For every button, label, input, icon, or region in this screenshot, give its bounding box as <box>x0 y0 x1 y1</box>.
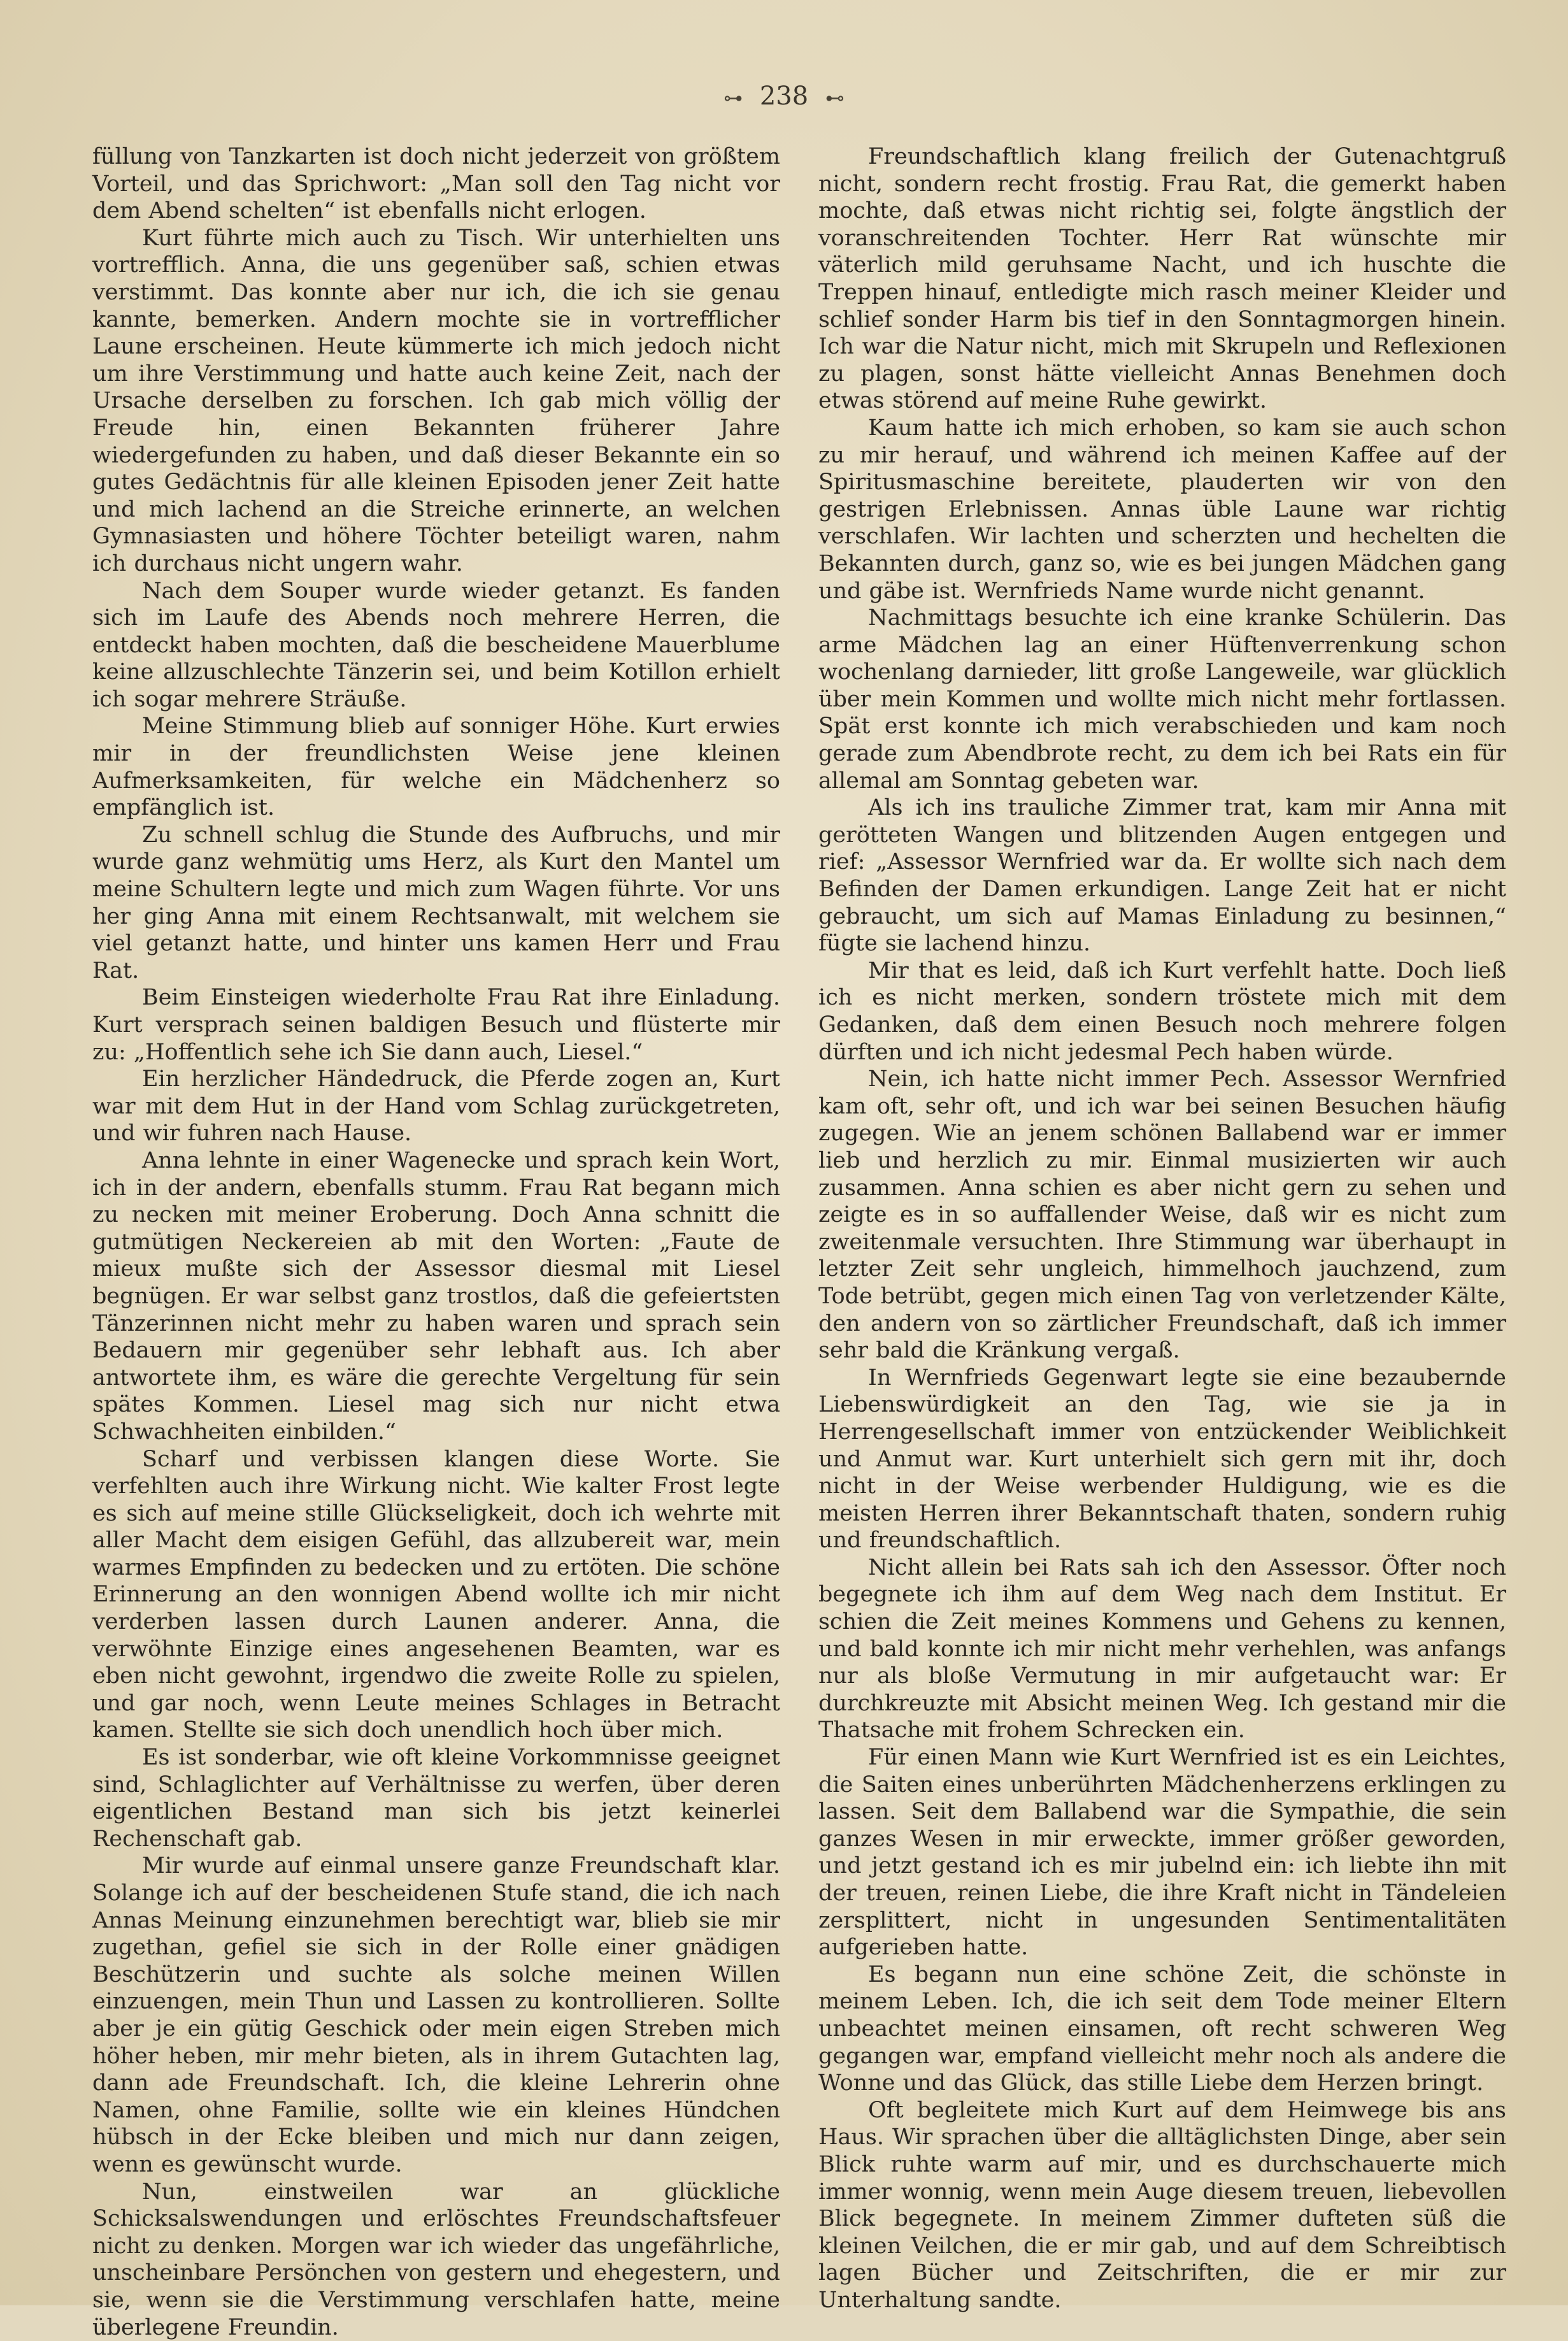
paragraph: Es ist sonderbar, wie oft kleine Vorkommnisse geeignet sind, Schlaglichter auf Verhältnisse zu werfen, über deren eigentlichen Bestand man sich bis jetzt keinerlei Rechenschaft gab. <box>92 1745 780 1852</box>
paragraph: Mir that es leid, daß ich Kurt verfehlt hatte. Doch ließ ich es nicht merken, sondern tröstete mich mit dem Gedanken, daß dem einen Besuch noch mehrere folgen dürften und ich nicht jedesmal Pech haben würde. <box>818 957 1506 1065</box>
page-header <box>0 82 1568 111</box>
paragraph: Freundschaftlich klang freilich der Gutenachtgruß nicht, sondern recht frostig. Frau Rat, die gemerkt haben mochte, daß etwas nicht richtig sei, folgte ängstlich der voranschreitenden Tochter. Herr Rat wünschte mir väterlich mild geruhsame Nacht, und ich huschte die Treppen hinauf, entledigte mich rasch meiner Kleider und schlief sonder Harm bis tief in den Sonntagmorgen hinein. Ich war die Natur nicht, mich mit Skrupeln und Reflexionen zu plagen, sonst hätte vielleicht Annas Benehmen doch etwas störend auf meine Ruhe gewirkt. <box>818 144 1506 414</box>
paragraph: Scharf und verbissen klangen diese Worte. Sie verfehlten auch ihre Wirkung nicht. Wie kalter Frost legte es sich auf meine stille Glückseligkeit, doch ich wehrte mit aller Macht dem eisigen Gefühl, das allzubereit war, mein warmes Empfinden zu bedecken und zu ertöten. Die schöne Erinnerung an den wonnigen Abend wollte ich mir nicht verderben lassen durch Launen anderer. Anna, die verwöhnte Einzige eines angesehenen Beamten, war es eben nicht gewohnt, irgendwo die zweite Rolle zu spielen, und gar noch, wenn Leute meines Schlages in Betracht kamen. Stellte sie sich doch unendlich hoch über mich. <box>92 1446 780 1743</box>
paragraph: Nicht allein bei Rats sah ich den Assessor. Öfter noch begegnete ich ihm auf dem Weg nach dem Institut. Er schien die Zeit meines Kommens und Gehens zu kennen, und bald konnte ich mir nicht mehr verhehlen, was anfangs nur als bloße Vermutung in mir aufgetaucht war: Er durchkreuzte mit Absicht meinen Weg. Ich gestand mir die Thatsache mit frohem Schrecken ein. <box>818 1554 1506 1743</box>
paragraph: füllung von Tanzkarten ist doch nicht jederzeit von größtem Vorteil, und das Sprichwort: „Man soll den Tag nicht vor dem Abend schelten“ ist ebenfalls nicht erlogen. <box>92 144 780 224</box>
paragraph: Für einen Mann wie Kurt Wernfried ist es ein Leichtes, die Saiten eines unberührten Mädchenherzens erklingen zu lassen. Seit dem Ballabend war die Sympathie, die sein ganzes Wesen in mir erweckte, immer größer geworden, und jetzt gestand ich es mir jubelnd ein: ich liebte ihn mit der treuen, reinen Liebe, die ihre Kraft nicht in Tändeleien zersplittert, nicht in ungesunden Sentimentalitäten aufgerieben hatte. <box>818 1745 1506 1961</box>
paragraph: Anna lehnte in einer Wagenecke und sprach kein Wort, ich in der andern, ebenfalls stumm. Frau Rat begann mich zu necken mit meiner Eroberung. Doch Anna schnitt die gutmütigen Neckereien ab mit den Worten: „Faute de mieux mußte sich der Assessor diesmal mit Liesel begnügen. Er war selbst ganz trostlos, daß die gefeiertsten Tänzerinnen nicht mehr zu haben waren und sprach sein Bedauern mir gegenüber sehr lebhaft aus. Ich aber antwortete ihm, es wäre die gerechte Vergeltung für sein spätes Kommen. Liesel mag sich nur nicht etwa Schwachheiten einbilden.“ <box>92 1147 780 1445</box>
paragraph: Beim Einsteigen wiederholte Frau Rat ihre Einladung. Kurt versprach seinen baldigen Besuch und flüsterte mir zu: „Hoffentlich sehe ich Sie dann auch, Liesel.“ <box>92 985 780 1065</box>
paragraph: Mir wurde auf einmal unsere ganze Freundschaft klar. Solange ich auf der bescheidenen Stufe stand, die ich nach Annas Meinung einzunehmen berechtigt war, blieb sie mir zugethan, gefiel sie sich in der Rolle einer gnädigen Beschützerin und suchte als solche meinen Willen einzuengen, mein Thun und Lassen zu kontrollieren. Sollte aber je ein gütig Geschick oder mein eigen Streben mich höher heben, mir mehr bieten, als in ihrem Gutachten lag, dann ade Freundschaft. Ich, die kleine Lehrerin ohne Namen, ohne Familie, sollte wie ein kleines Hündchen hübsch in der Ecke bleiben und mich nur dann zeigen, wenn es gewünscht wurde. <box>92 1853 780 2177</box>
paragraph: Nach dem Souper wurde wieder getanzt. Es fanden sich im Laufe des Abends noch mehrere Herren, die entdeckt haben mochten, daß die bescheidene Mauerblume keine allzuschlechte Tänzerin sei, und beim Kotillon erhielt ich sogar mehrere Sträuße. <box>92 578 780 712</box>
paragraph: Ein herzlicher Händedruck, die Pferde zogen an, Kurt war mit dem Hut in der Hand vom Schlag zurückgetreten, und wir fuhren nach Hause. <box>92 1066 780 1147</box>
paragraph: Kaum hatte ich mich erhoben, so kam sie auch schon zu mir herauf, und während ich meinen Kaffee auf der Spiritusmaschine bereitete, plauderten wir von den gestrigen Erlebnissen. Annas üble Laune war richtig verschlafen. Wir lachten und scherzten und hechelten die Bekannten durch, ganz so, wie es bei jungen Mädchen gang und gäbe ist. Wernfrieds Name wurde nicht genannt. <box>818 415 1506 604</box>
paragraph: Nachmittags besuchte ich eine kranke Schülerin. Das arme Mädchen lag an einer Hüftenverrenkung schon wochenlang darnieder, litt große Langeweile, war glücklich über mein Kommen und wollte mich nicht mehr fortlassen. Spät erst konnte ich mich verabschieden und kam noch gerade zum Abendbrote recht, zu dem ich bei Rats ein für allemal am Sonntag gebeten war. <box>818 605 1506 794</box>
paragraph: Nein, ich hatte nicht immer Pech. Assessor Wernfried kam oft, sehr oft, und ich war bei seinen Besuchen häufig zugegen. Wie an jenem schönen Ballabend war er immer lieb und herzlich zu mir. Einmal musizierten wir auch zusammen. Anna schien es aber nicht gern zu sehen und zeigte es in so auffallender Weise, daß wir es nicht zum zweitenmale versuchten. Ihre Stimmung war überhaupt in letzter Zeit sehr ungleich, himmelhoch jauchzend, zum Tode betrübt, gegen mich einen Tag von verletzender Kälte, den andern von so zärtlicher Freundschaft, daß ich immer sehr bald die Kränkung vergaß. <box>818 1066 1506 1364</box>
paragraph: Es begann nun eine schöne Zeit, die schönste in meinem Leben. Ich, die ich seit dem Tode meiner Eltern unbeachtet meinen einsamen, oft recht schweren Weg gegangen war, empfand vielleicht mehr noch als andere die Wonne und das Glück, das stille Liebe dem Herzen bringt. <box>818 1961 1506 2096</box>
paragraph: In Wernfrieds Gegenwart legte sie eine bezaubernde Liebenswürdigkeit an den Tag, wie sie ja in Herrengesellschaft immer von entzückender Weiblichkeit und Anmut war. Kurt unterhielt sich gern mit ihr, doch nicht in der Weise werbender Huldigung, wie es die meisten Herren ihrer Bekanntschaft thaten, sondern ruhig und freundschaftlich. <box>818 1364 1506 1554</box>
ornament-left-icon: ⊶ <box>723 87 743 110</box>
paragraph: Zu schnell schlug die Stunde des Aufbruchs, und mir wurde ganz wehmütig ums Herz, als Kurt den Mantel um meine Schultern legte und mich zum Wagen führte. Vor uns her ging Anna mit einem Rechtsanwalt, mit welchem sie viel getanzt hatte, und hinter uns kamen Herr und Frau Rat. <box>92 822 780 984</box>
paragraph: Nun, einstweilen war an glückliche Schicksalswendungen und erlöschtes Freundschaftsfeuer nicht zu denken. Morgen war ich wieder das ungefährliche, unscheinbare Persönchen von gestern und ehegestern, und sie, wenn sie die Verstimmung verschlafen hatte, meine überlegene Freundin. <box>92 2179 780 2340</box>
right-column <box>818 143 1506 2314</box>
ornament-right-icon: ⊷ <box>825 87 845 110</box>
paragraph: Oft begleitete mich Kurt auf dem Heimwege bis ans Haus. Wir sprachen über die alltäglichsten Dinge, aber sein Blick ruhte warm auf mir, und es durchschauerte mich immer wonnig, wenn mein Auge diesem treuen, liebevollen Blick begegnete. In meinem Zimmer dufteten süß die kleinen Veilchen, die er mir gab, und auf dem Schreibtisch lagen Bücher und Zeitschriften, die er mir zur Unterhaltung sandte. <box>818 2097 1506 2313</box>
paragraph: Meine Stimmung blieb auf sonniger Höhe. Kurt erwies mir in der freundlichsten Weise jene kleinen Aufmerksamkeiten, für welche ein Mädchenherz so empfänglich ist. <box>92 713 780 821</box>
paragraph: Als ich ins trauliche Zimmer trat, kam mir Anna mit gerötteten Wangen und blitzenden Augen entgegen und rief: „Assessor Wernfried war da. Er wollte sich nach dem Befinden der Damen erkundigen. Lange Zeit hat er nicht gebraucht, um sich auf Mamas Einladung zu besinnen,“ fügte sie lachend hinzu. <box>818 795 1506 957</box>
paragraph: Kurt führte mich auch zu Tisch. Wir unterhielten uns vortrefflich. Anna, die uns gegenüber saß, schien etwas verstimmt. Das konnte aber nur ich, die ich sie genau kannte, bemerken. Andern mochte sie in vortrefflicher Laune erscheinen. Heute kümmerte ich mich jedoch nicht um ihre Verstimmung und hatte auch keine Zeit, nach der Ursache derselben zu forschen. Ich gab mich völlig der Freude hin, einen Bekannten früherer Jahre wiedergefunden zu haben, und daß dieser Bekannte ein so gutes Gedächtnis für alle kleinen Episoden jener Zeit hatte und mich lachend an die Streiche erinnerte, an welchen Gymnasiasten und höhere Töchter beteiligt waren, nahm ich durchaus nicht ungern wahr. <box>92 225 780 576</box>
left-column <box>92 143 780 2341</box>
page-number: 238 <box>759 82 809 111</box>
